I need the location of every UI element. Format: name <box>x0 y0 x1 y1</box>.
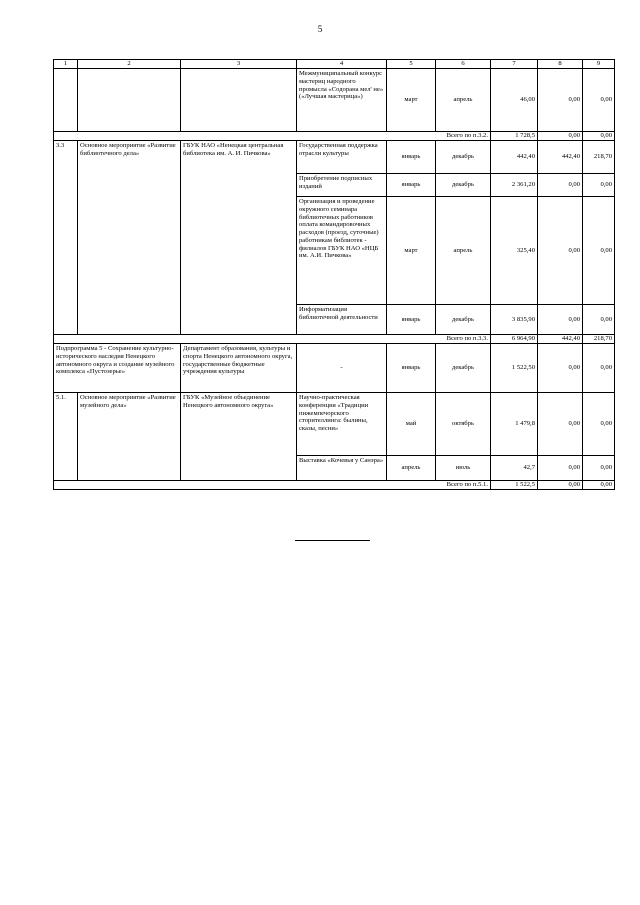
amount-federal: 0,00 <box>538 305 583 335</box>
end-month: апрель <box>436 197 491 305</box>
item-number-cell: 5.1. <box>54 393 78 481</box>
amount-total: 3 835,90 <box>491 305 538 335</box>
executor-cell: ГБУК НАО «Ненецкая центральная библиотека им. А. И. Пичкова» <box>181 141 297 335</box>
subtotal-label: Всего по п.3.3. <box>54 335 491 344</box>
amount-federal: 0,00 <box>538 197 583 305</box>
amount-total: 325,40 <box>491 197 538 305</box>
amount-total: 2 361,20 <box>491 174 538 197</box>
column-number: 8 <box>538 60 583 69</box>
amount-total: 42,7 <box>491 456 538 481</box>
amount-other: 0,00 <box>583 305 615 335</box>
amount-other: 0,00 <box>583 456 615 481</box>
amount-other: 0,00 <box>583 344 615 393</box>
subtotal-other: 0,00 <box>583 132 615 141</box>
executor-cell: ГБУК «Музейное объединение Ненецкого автономного округа» <box>181 393 297 481</box>
amount-other: 0,00 <box>583 197 615 305</box>
amount-total: 46,00 <box>491 69 538 132</box>
subtotal-label: Всего по п.3.2. <box>54 132 491 141</box>
subprogram-name-cell: Подпрограмма 5 - Сохранение культурно-исторического наследия Ненецкого автономного округа и создание музейного комплекса «Пустозерье» <box>54 344 181 393</box>
page-number: 5 <box>317 24 323 34</box>
amount-total: 442,40 <box>491 141 538 174</box>
budget-table <box>53 59 615 490</box>
table-row <box>54 69 615 132</box>
closing-rule <box>295 540 370 541</box>
amount-other: 218,70 <box>583 141 615 174</box>
activity-cell: - <box>297 344 387 393</box>
amount-federal: 0,00 <box>538 174 583 197</box>
start-month: январь <box>387 174 436 197</box>
subtotal-label: Всего по п.5.1. <box>54 481 491 490</box>
end-month: апрель <box>436 69 491 132</box>
end-month: декабрь <box>436 305 491 335</box>
end-month: декабрь <box>436 174 491 197</box>
subtotal-other: 218,70 <box>583 335 615 344</box>
subtotal-federal: 442,40 <box>538 335 583 344</box>
executor-cell <box>181 69 297 132</box>
header-row <box>54 60 615 69</box>
activity-cell: Межмуниципальный конкурс мастериц народного промысла «Содорана мел' не» («Лучшая мастерица») <box>297 69 387 132</box>
table-row <box>54 344 615 393</box>
item-name-cell: Основное мероприятие «Развитие библиотечного дела» <box>78 141 181 335</box>
amount-total: 1 479,8 <box>491 393 538 456</box>
item-name-cell <box>78 69 181 132</box>
amount-federal: 442,40 <box>538 141 583 174</box>
table-row <box>54 141 615 174</box>
subtotal-row <box>54 335 615 344</box>
column-number: 5 <box>387 60 436 69</box>
subtotal-federal: 0,00 <box>538 132 583 141</box>
end-month: октябрь <box>436 393 491 456</box>
item-number-cell <box>54 69 78 132</box>
column-number: 7 <box>491 60 538 69</box>
subtotal-total: 6 964,90 <box>491 335 538 344</box>
executor-cell: Департамент образования, культуры и спорта Ненецкого автономного округа, государственные бюджетные учреждения культуры <box>181 344 297 393</box>
column-number: 1 <box>54 60 78 69</box>
subtotal-total: 1 522,5 <box>491 481 538 490</box>
start-month: январь <box>387 305 436 335</box>
table-row <box>54 393 615 456</box>
subtotal-total: 1 728,5 <box>491 132 538 141</box>
amount-other: 0,00 <box>583 393 615 456</box>
column-number: 3 <box>181 60 297 69</box>
amount-federal: 0,00 <box>538 393 583 456</box>
activity-cell: Выставка «Кочевья у Санэра» <box>297 456 387 481</box>
amount-federal: 0,00 <box>538 69 583 132</box>
end-month: декабрь <box>436 344 491 393</box>
item-name-cell: Основное мероприятие «Развитие музейного дела» <box>78 393 181 481</box>
start-month: январь <box>387 344 436 393</box>
amount-other: 0,00 <box>583 174 615 197</box>
end-month: декабрь <box>436 141 491 174</box>
subtotal-row <box>54 481 615 490</box>
activity-cell: Организация и проведение окружного семинара библиотечных работников оплата командировочных расходов (проезд, суточные) работникам библиотек - филиалов ГБУК НАО «НЦБ им. А.И. Пичкова» <box>297 197 387 305</box>
amount-other: 0,00 <box>583 69 615 132</box>
column-number: 4 <box>297 60 387 69</box>
column-number: 9 <box>583 60 615 69</box>
activity-cell: Приобретение подписных изданий <box>297 174 387 197</box>
subtotal-row <box>54 132 615 141</box>
activity-cell: Научно-практическая конференция «Традиции пижемпечорского сторителлинга: былины, сказы, песни» <box>297 393 387 456</box>
end-month: июль <box>436 456 491 481</box>
amount-total: 1 522,50 <box>491 344 538 393</box>
amount-federal: 0,00 <box>538 456 583 481</box>
start-month: январь <box>387 141 436 174</box>
subtotal-federal: 0,00 <box>538 481 583 490</box>
start-month: март <box>387 197 436 305</box>
column-number: 6 <box>436 60 491 69</box>
activity-cell: Государственная поддержка отрасли культуры <box>297 141 387 174</box>
subtotal-other: 0,00 <box>583 481 615 490</box>
start-month: апрель <box>387 456 436 481</box>
activity-cell: Информатизация библиотечной деятельности <box>297 305 387 335</box>
item-number-cell: 3.3 <box>54 141 78 335</box>
amount-federal: 0,00 <box>538 344 583 393</box>
column-number: 2 <box>78 60 181 69</box>
start-month: март <box>387 69 436 132</box>
start-month: май <box>387 393 436 456</box>
